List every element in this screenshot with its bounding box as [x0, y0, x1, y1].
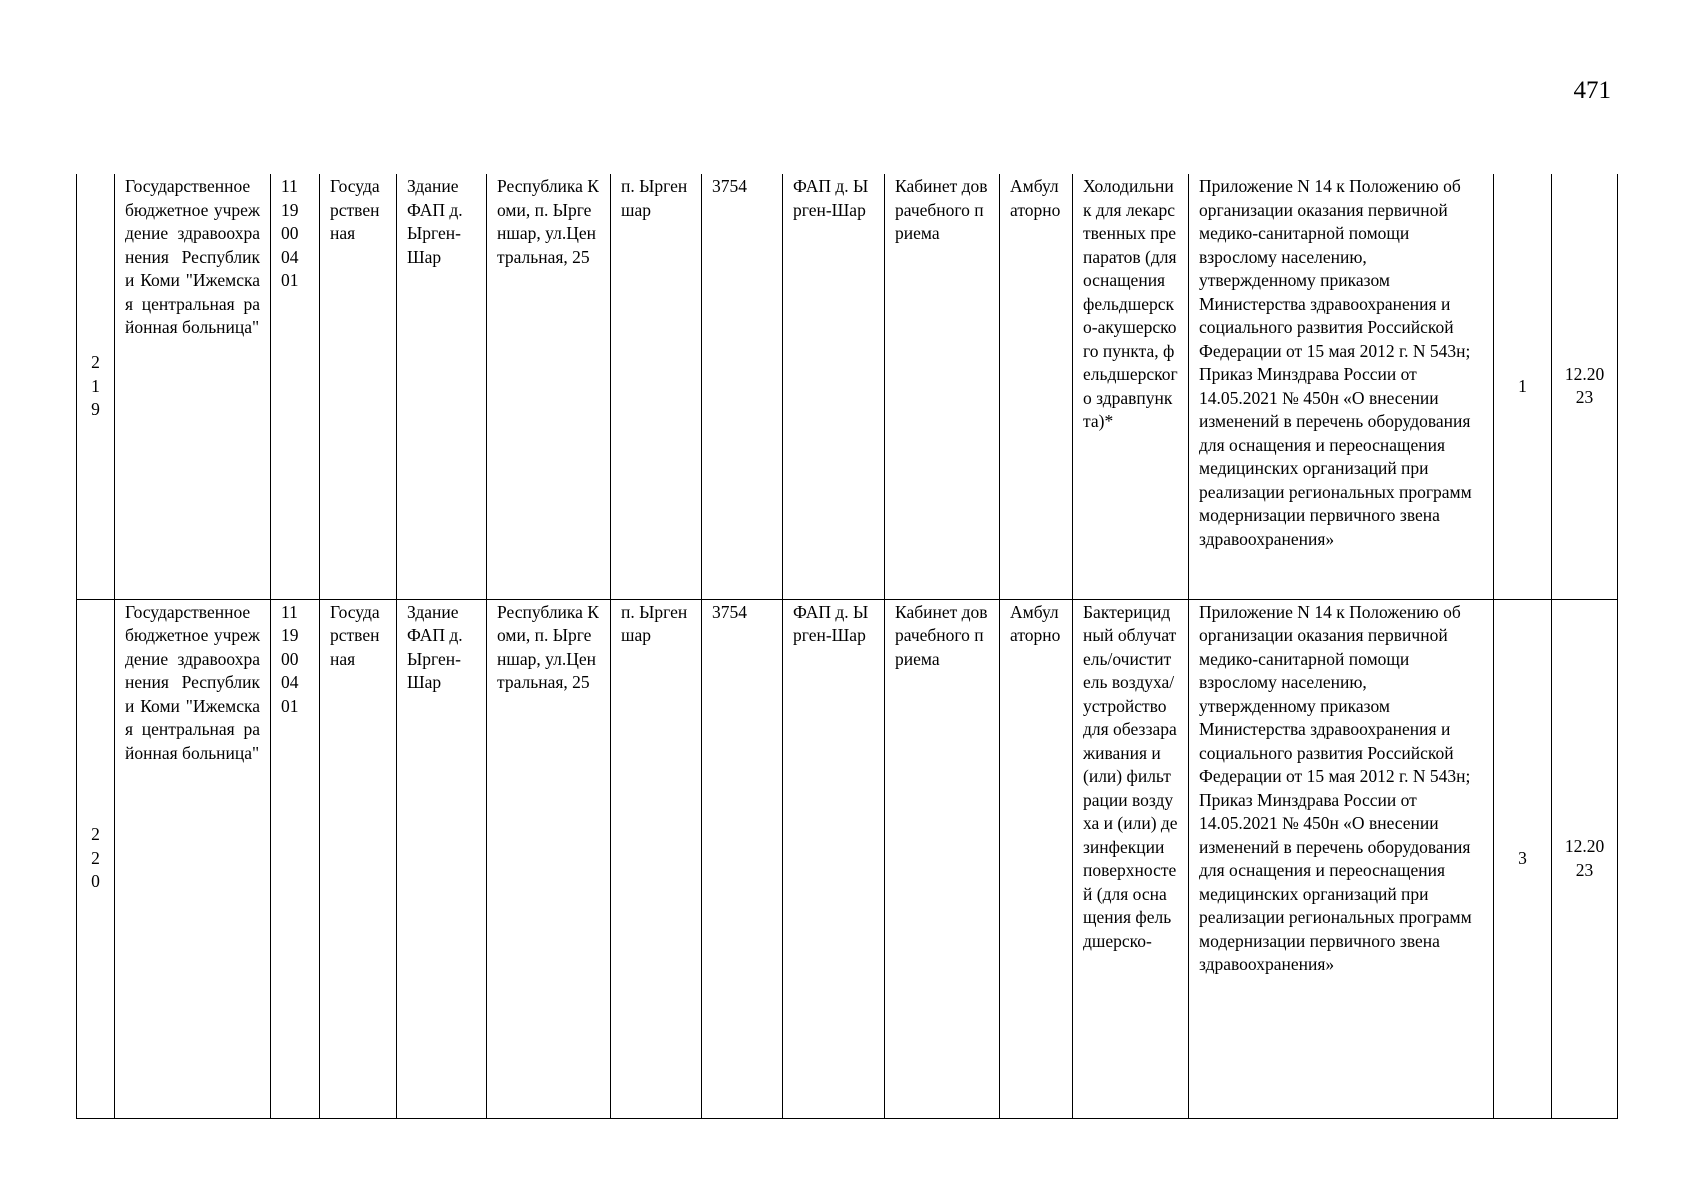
- equipment-cell: Холодильник для лекарственных препаратов (для оснащения фельдшерско-акушерского пункта, фельдшерского здравпункта)*: [1073, 174, 1189, 599]
- settlement-cell: п. Ыргеншар: [611, 174, 702, 599]
- room-cell: Кабинет доврачебного приема: [885, 599, 1000, 1118]
- building-cell: Здание ФАП д. Ырген-Шар: [397, 599, 487, 1118]
- equipment-cell: Бактерицидный облучатель/очиститель воздуха/устройство для обеззараживания и (или) фильтрации воздуха и (или) дезинфекции поверхностей (для оснащения фельдшерско-: [1073, 599, 1189, 1118]
- organization-cell: Государственное бюджетное учреждение здравоохранения Республики Коми "Ижемская центральная районная больница": [115, 174, 271, 599]
- table-row: [77, 599, 1618, 1118]
- facility-cell: ФАП д. Ырген-Шар: [783, 174, 885, 599]
- equipment-register-table: [76, 174, 1618, 1119]
- organization-cell: Государственное бюджетное учреждение здравоохранения Республики Коми "Ижемская центральная районная больница": [115, 599, 271, 1118]
- numeric-code-cell: 3754: [702, 174, 783, 599]
- date-cell: 12.2023: [1552, 174, 1618, 599]
- date-cell: 12.2023: [1552, 599, 1618, 1118]
- row-number-cell: 2 2 0: [77, 599, 115, 1118]
- legal-basis-cell: Приложение N 14 к Положению об организации оказания первичной медико-санитарной помощи взрослому населению, утвержденному приказом Министерства здравоохранения и социального развития Российской Федерации от 15 мая 2012 г. N 543н; Приказ Минздрава России от 14.05.2021 № 450н «О внесении изменений в перечень оборудования для оснащения и переоснащения медицинских организаций при реализации региональных программ модернизации первичного звена здравоохранения»: [1189, 174, 1494, 599]
- ownership-cell: Государственная: [320, 599, 397, 1118]
- care-type-cell: Амбулаторно: [1000, 599, 1073, 1118]
- ownership-cell: Государственная: [320, 174, 397, 599]
- building-cell: Здание ФАП д. Ырген-Шар: [397, 174, 487, 599]
- facility-cell: ФАП д. Ырген-Шар: [783, 599, 885, 1118]
- room-cell: Кабинет доврачебного приема: [885, 174, 1000, 599]
- settlement-cell: п. Ыргеншар: [611, 599, 702, 1118]
- quantity-cell: 3: [1494, 599, 1552, 1118]
- row-number-cell: 2 1 9: [77, 174, 115, 599]
- code-cell: 11 19 00 04 01: [271, 599, 320, 1118]
- page-number: 471: [1573, 77, 1611, 104]
- address-cell: Республика Коми, п. Ыргеншар, ул.Центральная, 25: [487, 599, 611, 1118]
- numeric-code-cell: 3754: [702, 599, 783, 1118]
- legal-basis-cell: Приложение N 14 к Положению об организации оказания первичной медико-санитарной помощи взрослому населению, утвержденному приказом Министерства здравоохранения и социального развития Российской Федерации от 15 мая 2012 г. N 543н; Приказ Минздрава России от 14.05.2021 № 450н «О внесении изменений в перечень оборудования для оснащения и переоснащения медицинских организаций при реализации региональных программ модернизации первичного звена здравоохранения»: [1189, 599, 1494, 1118]
- table-row: [77, 174, 1618, 599]
- quantity-cell: 1: [1494, 174, 1552, 599]
- address-cell: Республика Коми, п. Ыргеншар, ул.Центральная, 25: [487, 174, 611, 599]
- code-cell: 11 19 00 04 01: [271, 174, 320, 599]
- care-type-cell: Амбулаторно: [1000, 174, 1073, 599]
